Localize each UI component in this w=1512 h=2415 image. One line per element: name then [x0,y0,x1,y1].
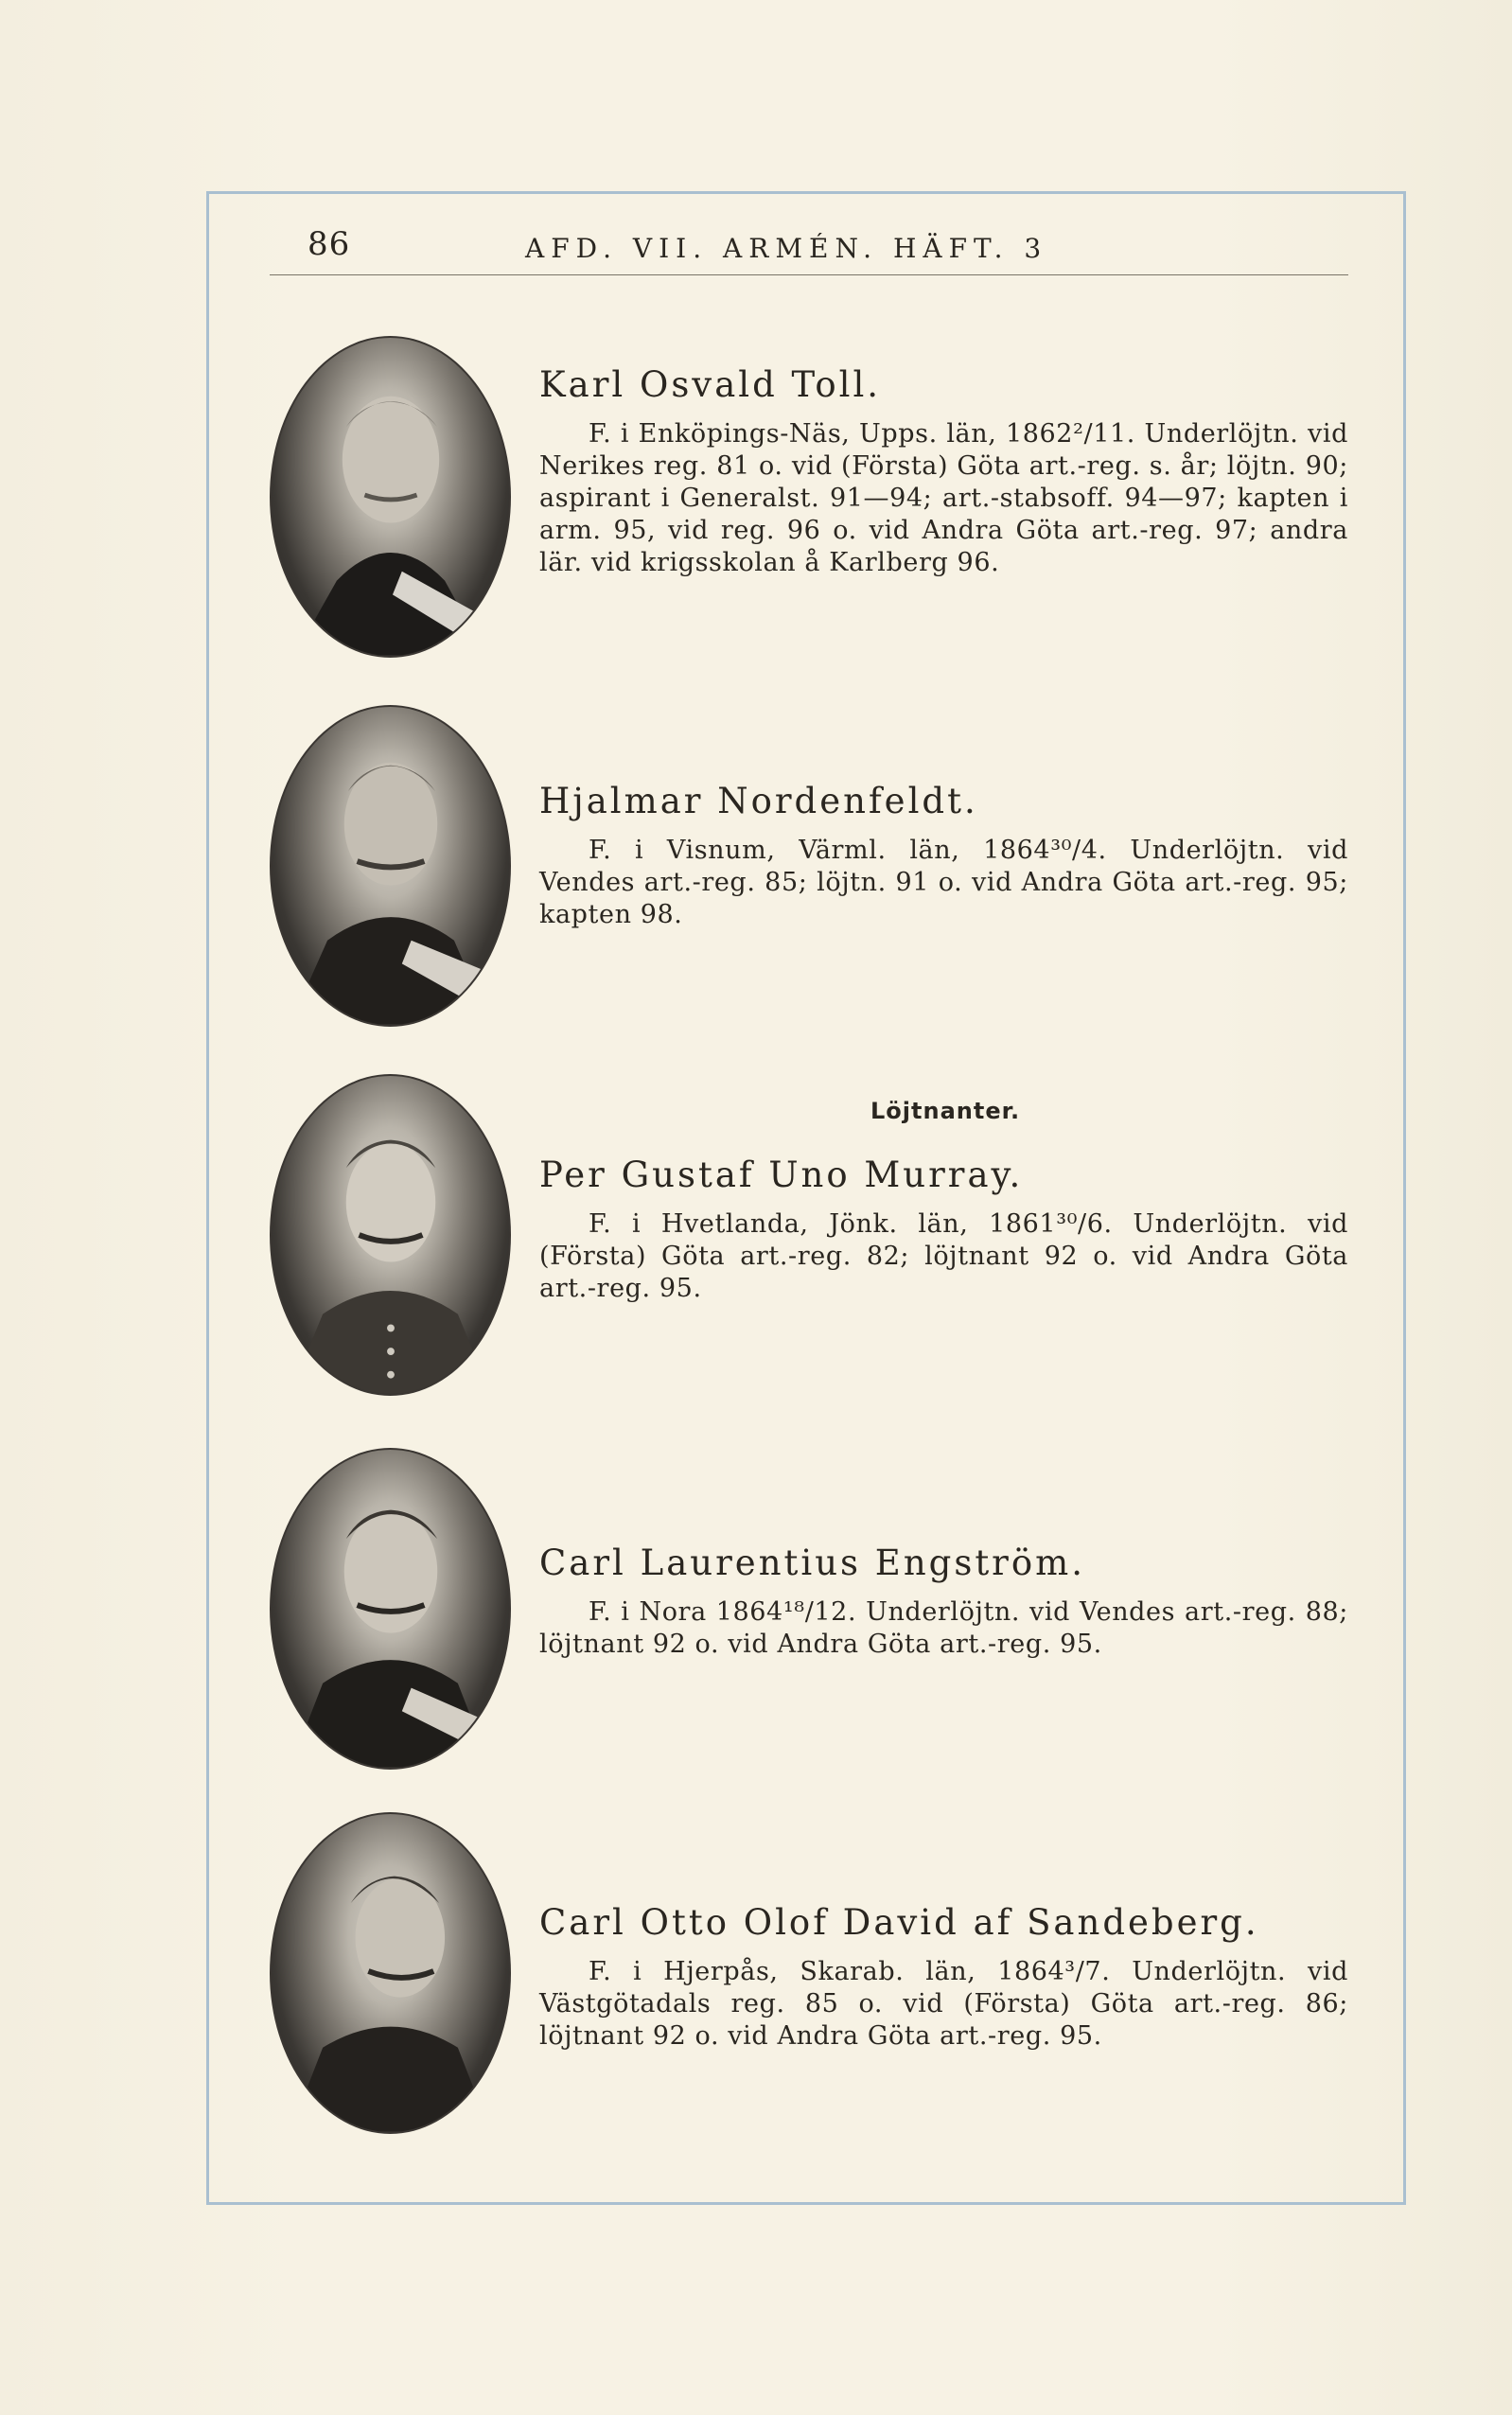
entry-text [539,1902,1348,2053]
page-number: 86 [308,225,351,263]
portrait-photo [270,336,511,658]
portrait-figure [272,1814,509,2132]
officer-name: Carl Laurentius Engström. [539,1542,1085,1583]
portrait-photo [270,1812,511,2134]
officer-bio: F. i Nora 1864¹⁸/12. Underlöjtn. vid Vendes art.-reg. 88; löjtnant 92 o. vid Andra Göta art.-reg. 95. [539,1597,1348,1659]
portrait-figure [272,1076,509,1394]
officer-bio: F. i Hjerpås, Skarab. län, 1864³/7. Underlöjtn. vid Västgötadals reg. 85 o. vid (Första) Göta art.-reg. 86; löjtnant 92 o. vid Andra Göta art.-reg. 95. [539,1957,1348,2051]
portrait-figure [272,338,509,656]
officer-name: Carl Otto Olof David af Sandeberg. [539,1902,1259,1943]
entry-text [539,781,1348,931]
officer-name: Karl Osvald Toll. [539,364,882,405]
entry-text [539,1155,1348,1305]
officer-name: Per Gustaf Uno Murray. [539,1155,1024,1195]
officer-bio: F. i Visnum, Värml. län, 1864³⁰/4. Underlöjtn. vid Vendes art.-reg. 85; löjtn. 91 o. vid Andra Göta art.-reg. 95; kapten 98. [539,836,1348,929]
running-head: AFD. VII. ARMÉN. HÄFT. 3 [525,233,1048,264]
portrait-photo [270,705,511,1027]
entry-text [539,364,1348,579]
portrait-photo [270,1448,511,1770]
officer-bio: F. i Hvetlanda, Jönk. län, 1861³⁰/6. Underlöjtn. vid (Första) Göta art.-reg. 82; löjtnant 92 o. vid Andra Göta art.-reg. 95. [539,1209,1348,1303]
page-header [270,225,1348,275]
portrait-figure [272,1450,509,1768]
portrait-figure [272,707,509,1025]
entry-text [539,1542,1348,1661]
portrait-photo [270,1074,511,1396]
officer-bio: F. i Enköpings-Näs, Upps. län, 1862²/11. Underlöjtn. vid Nerikes reg. 81 o. vid (Första) Göta art.-reg. s. år; löjtn. 90; aspirant i Generalst. 91—94; art.-stabsoff. 94—97; kapten i arm. 95, vid reg. 96 o. vid Andra Göta art.-reg. 97; andra lär. vid krigsskolan å Karlberg 96. [539,419,1348,577]
section-heading: Löjtnanter. [870,1098,1021,1124]
officer-name: Hjalmar Nordenfeldt. [539,781,978,821]
